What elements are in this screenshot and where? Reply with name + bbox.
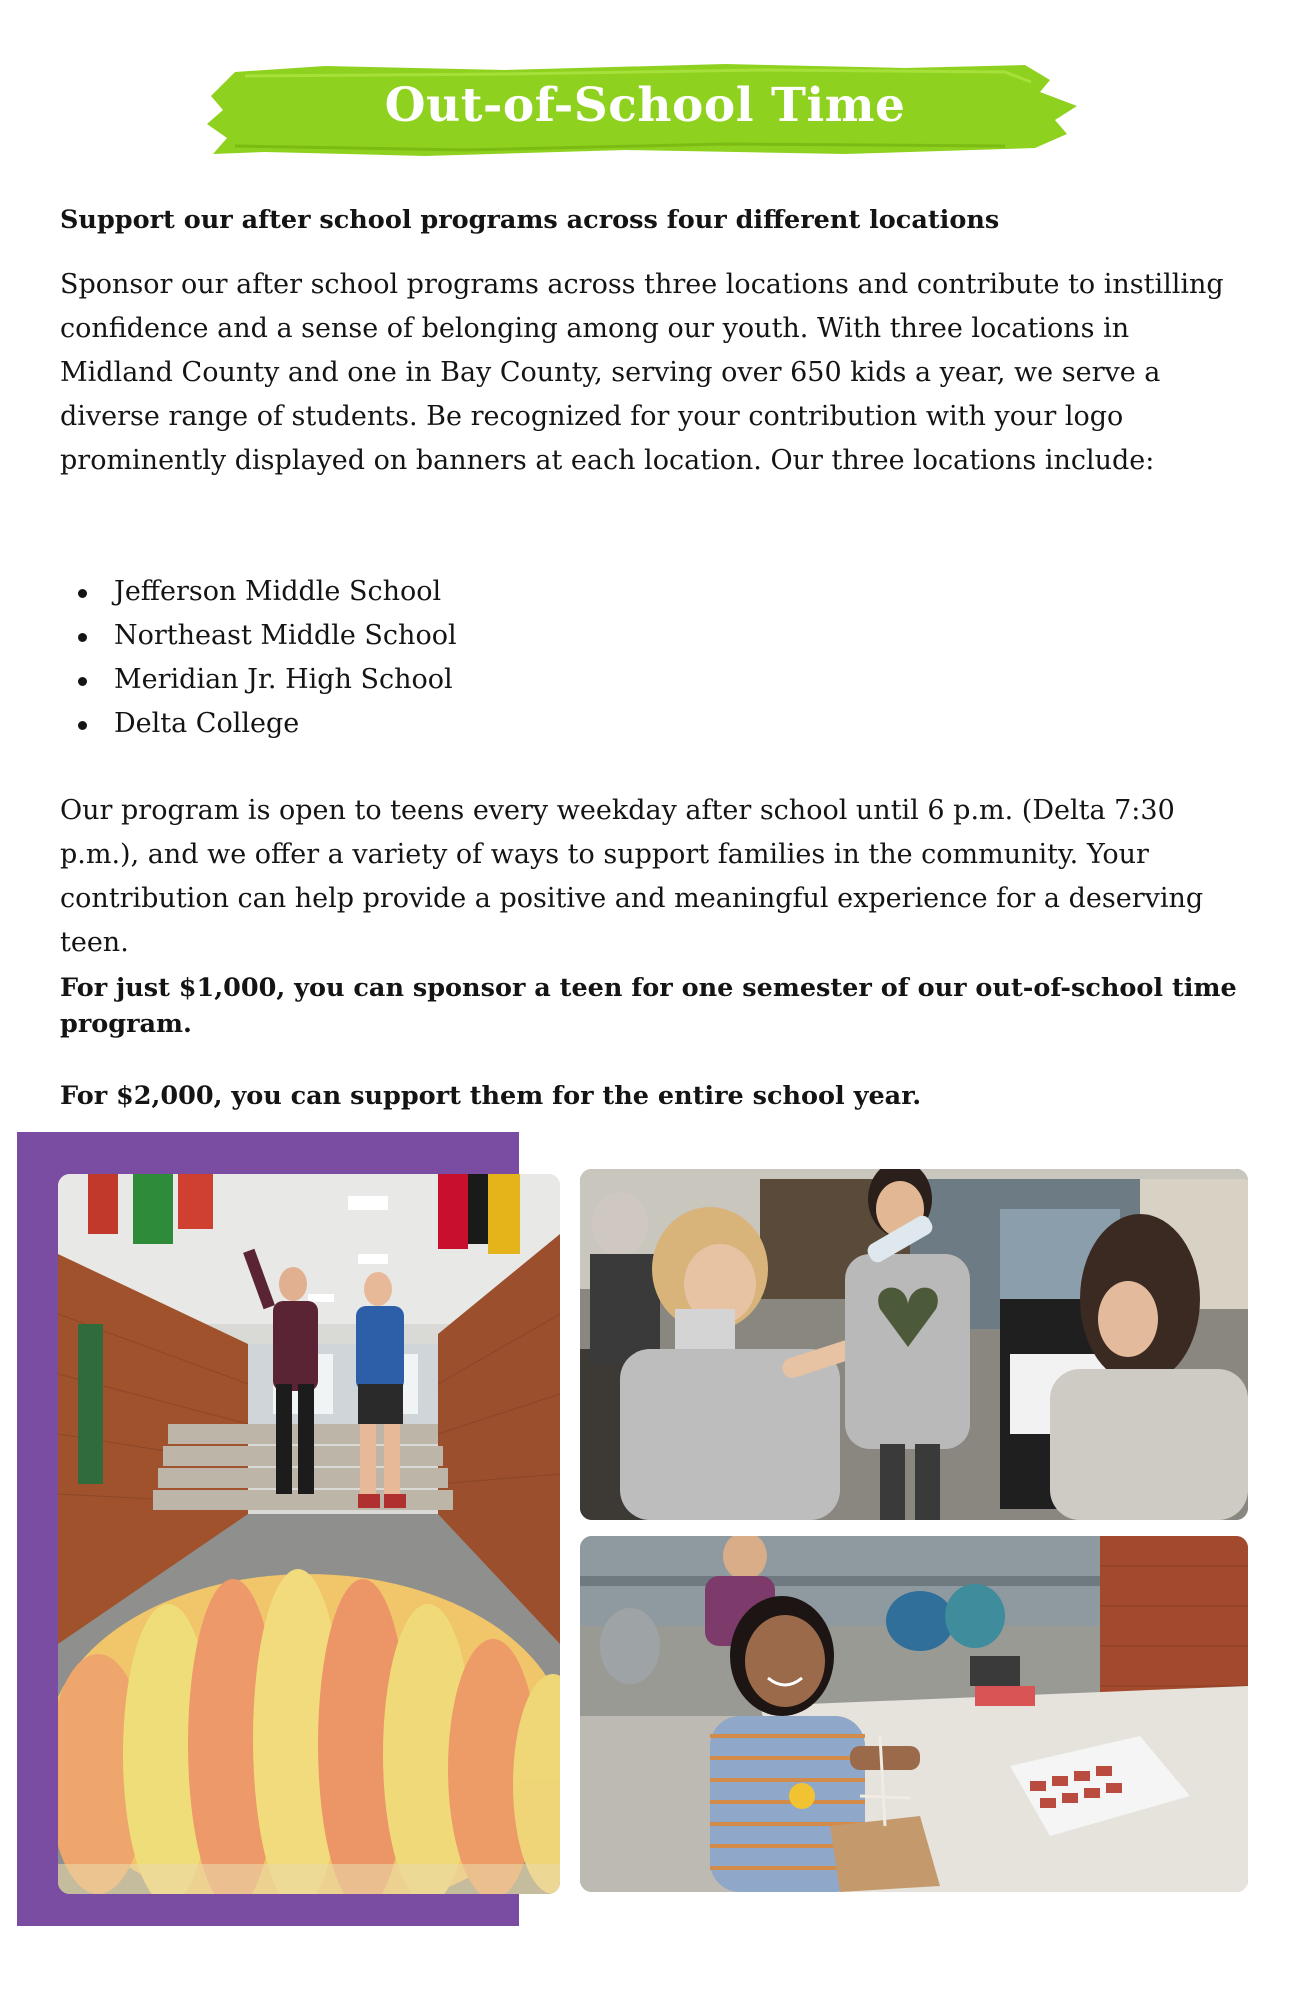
list-item: Northeast Middle School bbox=[60, 614, 960, 658]
locations-list bbox=[60, 570, 960, 746]
list-item: Jefferson Middle School bbox=[60, 570, 960, 614]
sponsor-year-note: For $2,000, you can support them for the entire school year. bbox=[60, 1081, 922, 1111]
list-item: Meridian Jr. High School bbox=[60, 658, 960, 702]
section-subheading: Support our after school programs across four different locations bbox=[60, 205, 1000, 235]
intro-paragraph: Sponsor our after school programs across three locations and contribute to instilling confidence and a sense of belonging among our youth. With three locations in Midland County and one in Bay County, serving over 650 kids a year, we serve a diverse range of students. Be recognized for your contribution with your logo prominently displayed on banners at each location. Our three locations include: bbox=[60, 269, 1224, 476]
classroom-group-photo bbox=[580, 1169, 1248, 1520]
cafeteria-student-photo bbox=[580, 1536, 1248, 1892]
page-title: Out-of-School Time bbox=[384, 78, 906, 133]
program-paragraph: Our program is open to teens every weekday after school until 6 p.m. (Delta 7:30 p.m.), and we offer a variety of ways to support families in the community. Your contribution can help provide a positive and meaningful experience for a deserving teen. bbox=[60, 795, 1204, 958]
sponsor-semester-note: For just $1,000, you can sponsor a teen for one semester of our out-of-school time program. bbox=[60, 973, 1237, 1039]
title-banner bbox=[205, 62, 1085, 158]
list-item: Delta College bbox=[60, 702, 960, 746]
hallway-dance-photo bbox=[58, 1174, 560, 1894]
